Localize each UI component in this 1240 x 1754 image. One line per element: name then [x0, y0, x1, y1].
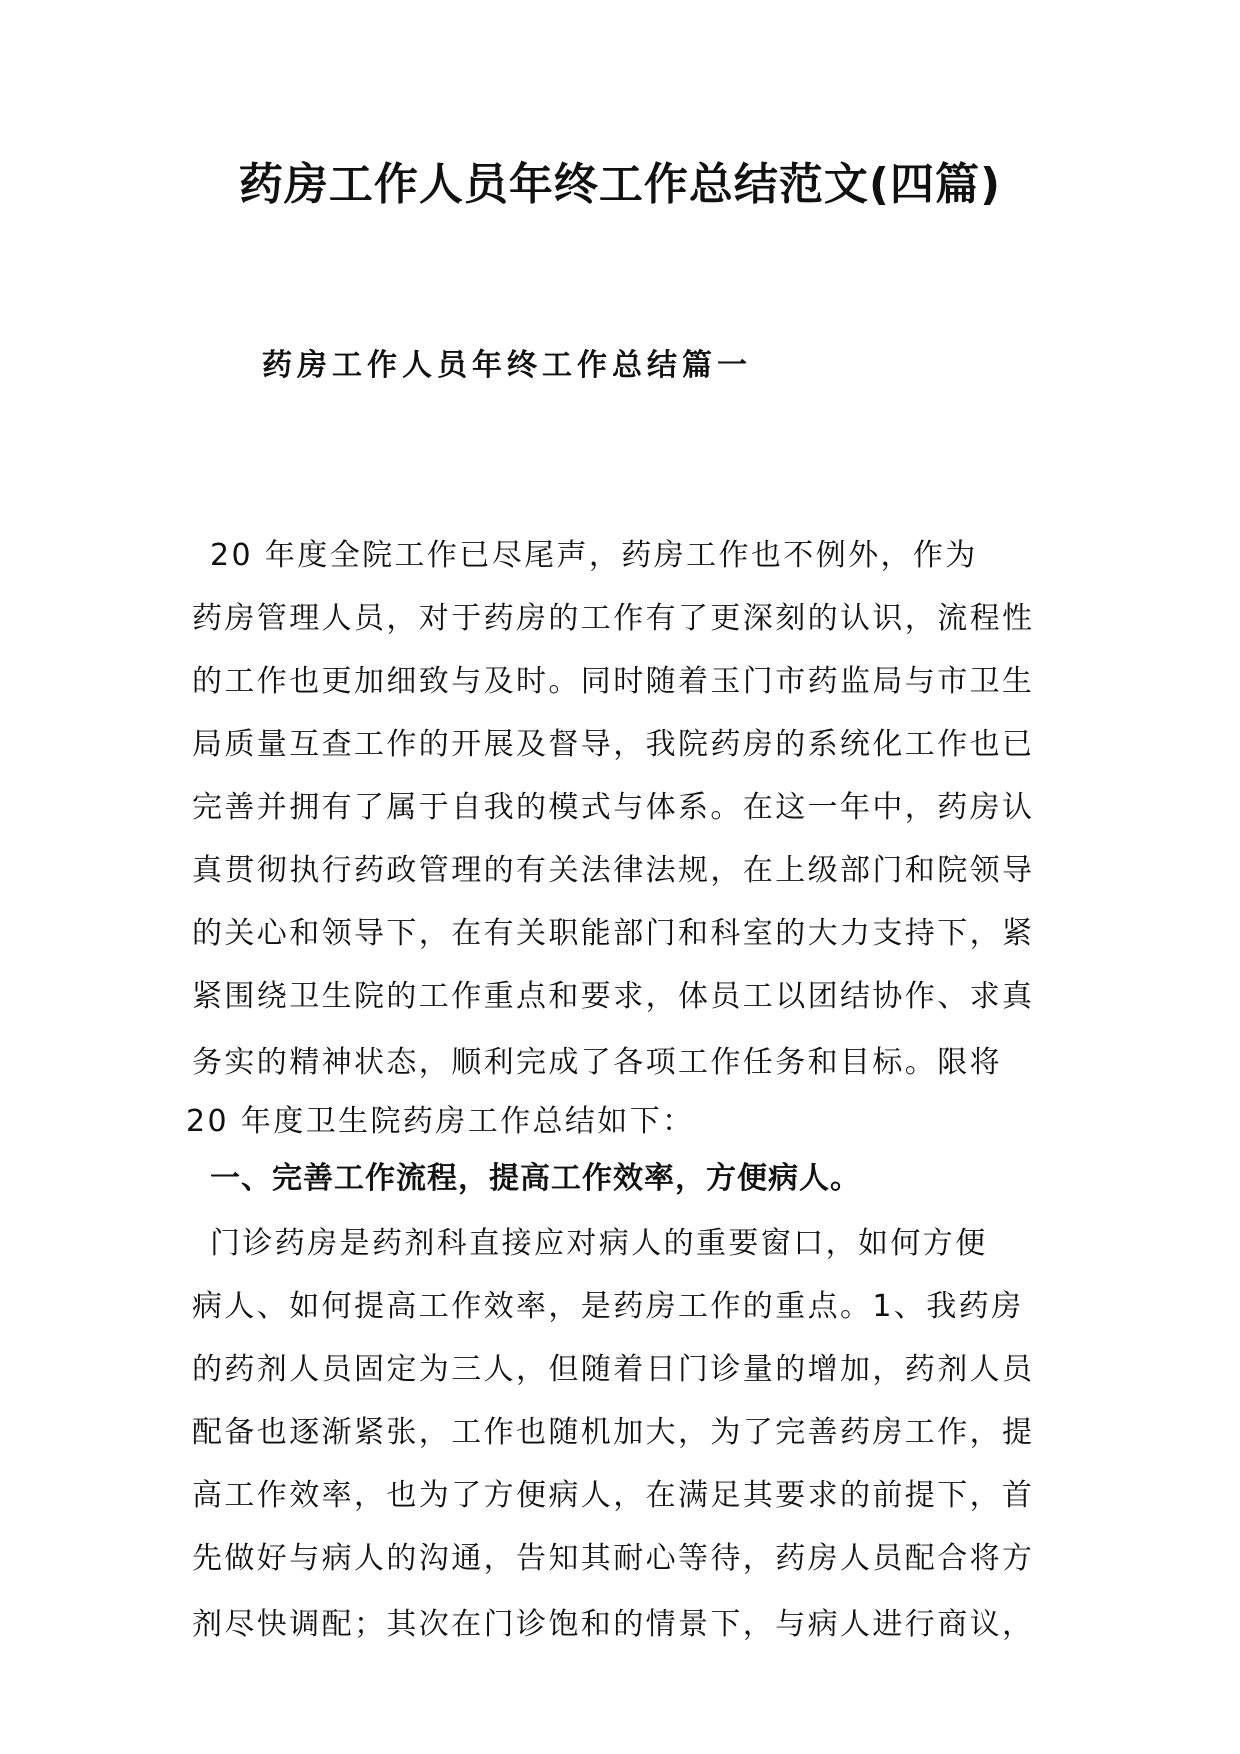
paragraph-line: 病人、如何提高工作效率，是药房工作的重点。1、我药房: [192, 1289, 1024, 1324]
document-title: 药房工作人员年终工作总结范文(四篇): [238, 159, 1002, 210]
section-heading: 一、完善工作流程，提高工作效率，方便病人。: [210, 1161, 861, 1196]
paragraph-line: 的药剂人员固定为三人，但随着日门诊量的增加，药剂人员: [192, 1352, 1035, 1387]
paragraph-line: 完善并拥有了属于自我的模式与体系。在这一年中，药房认: [192, 790, 1035, 825]
paragraph-line: 真贯彻执行药政管理的有关法律法规，在上级部门和院领导: [192, 853, 1035, 888]
section-subtitle: 药房工作人员年终工作总结篇一: [262, 348, 752, 383]
paragraph-line: 高工作效率，也为了方便病人，在满足其要求的前提下，首: [192, 1478, 1035, 1513]
paragraph-line: 配备也逐渐紧张，工作也随机加大，为了完善药房工作，提: [192, 1415, 1035, 1450]
paragraph-line: 剂尽快调配；其次在门诊饱和的情景下，与病人进行商议，: [192, 1607, 1035, 1642]
paragraph-line: 紧围绕卫生院的工作重点和要求，体员工以团结协作、求真: [192, 979, 1035, 1014]
paragraph-line: 20 年度卫生院药房工作总结如下：: [186, 1104, 695, 1139]
paragraph-line: 先做好与病人的沟通，告知其耐心等待，药房人员配合将方: [192, 1541, 1035, 1576]
paragraph-line: 务实的精神状态，顺利完成了各项工作任务和目标。限将: [192, 1045, 1002, 1080]
paragraph-line: 局质量互查工作的开展及督导，我院药房的系统化工作也已: [192, 727, 1035, 762]
paragraph-line: 药房管理人员，对于药房的工作有了更深刻的认识，流程性: [192, 601, 1035, 636]
paragraph-line: 门诊药房是药剂科直接应对病人的重要窗口，如何方便: [210, 1226, 988, 1261]
paragraph-line: 的工作也更加细致与及时。同时随着玉门市药监局与市卫生: [192, 664, 1035, 699]
paragraph-line: 的关心和领导下，在有关职能部门和科室的大力支持下，紧: [192, 916, 1035, 951]
paragraph-line: 20 年度全院工作已尽尾声，药房工作也不例外，作为: [210, 538, 978, 573]
